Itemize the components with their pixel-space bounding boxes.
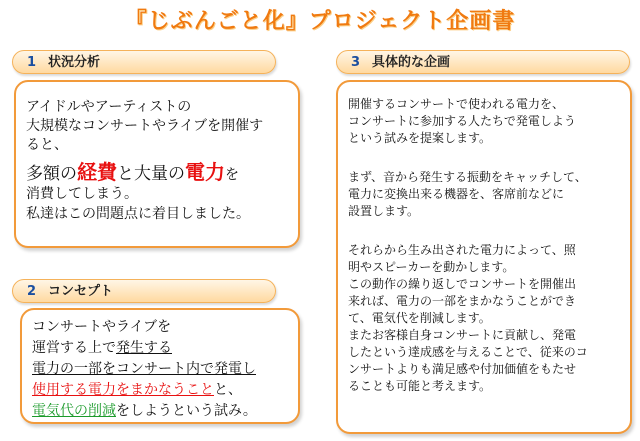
section-1-line-4 bbox=[26, 156, 239, 185]
section-2-line-4 bbox=[32, 379, 242, 399]
section-2-header bbox=[12, 279, 276, 303]
section-3-spacer bbox=[348, 220, 588, 242]
section-1-text: を bbox=[225, 167, 239, 183]
section-1-line-6: 私達はこの問題点に着目しました。 bbox=[26, 206, 250, 222]
section-3-label: 具体的な企画 bbox=[372, 55, 451, 70]
section-2-label: コンセプト bbox=[48, 284, 114, 299]
section-3-line: それらから生み出された電力によって、照 bbox=[348, 243, 576, 257]
section-3-number: 3 bbox=[351, 55, 361, 70]
section-3-line: 開催するコンサートで使われる電力を、 bbox=[348, 97, 565, 111]
section-3-line: この動作の繰り返しでコンサートを開催出 bbox=[348, 277, 577, 291]
section-3-line: ることも可能と考えます。 bbox=[348, 379, 492, 393]
section-3-line: まず、音から発生する振動をキャッチして、 bbox=[348, 170, 587, 184]
section-1-line-1: アイドルやアーティストの bbox=[26, 99, 192, 115]
section-1-text: 多額の bbox=[26, 164, 77, 184]
keyword-expense: 経費 bbox=[77, 160, 117, 184]
section-1-text: と大量の bbox=[117, 164, 185, 184]
section-2-line-1: コンサートやライブを bbox=[32, 319, 172, 335]
section-2-text: をしようという試み。 bbox=[116, 403, 257, 419]
section-1-label: 状況分析 bbox=[48, 55, 101, 70]
section-1-line-3: ると、 bbox=[26, 137, 68, 153]
section-1-line-2: 大規模なコンサートやライブを開催す bbox=[26, 118, 264, 134]
section-3-box bbox=[336, 80, 632, 434]
section-3-line: 電力に変換出来る機器を、客席前などに bbox=[348, 187, 565, 201]
section-2-line-3: 電力の一部をコンサート内で発電し bbox=[32, 361, 256, 377]
section-1-line-5: 消費してしまう。 bbox=[26, 186, 138, 202]
section-3-line: 明やスピーカーを動かします。 bbox=[348, 260, 515, 274]
section-3-line: 来れば、電力の一部をまかなうことができ bbox=[348, 294, 577, 308]
section-3-line: て、電気代を削減します。 bbox=[348, 311, 491, 325]
section-2-number: 2 bbox=[27, 284, 37, 299]
section-2-highlight-red: 使用する電力をまかなうこと bbox=[32, 382, 214, 398]
section-1-box bbox=[14, 80, 300, 248]
section-2-box bbox=[20, 308, 300, 424]
section-3-text-block bbox=[348, 96, 588, 395]
section-2-text: と、 bbox=[214, 382, 242, 398]
section-3-line: したという達成感を与えることで、従来のコ bbox=[348, 345, 588, 359]
section-2-line-5 bbox=[32, 400, 257, 420]
section-1-number: 1 bbox=[27, 55, 37, 70]
section-3-line: またお客様自身コンサートに貢献し、発電 bbox=[348, 328, 577, 342]
section-2-text: 運営する上で bbox=[32, 340, 116, 356]
section-2-line-2 bbox=[32, 337, 172, 357]
section-3-line: 設置します。 bbox=[348, 204, 420, 218]
section-3-line: という試みを提案します。 bbox=[348, 131, 492, 145]
section-3-line: ンサートよりも満足感や付加価値をもたせ bbox=[348, 362, 577, 376]
section-3-line: コンサートに参加する人たちで発電しよう bbox=[348, 114, 576, 128]
section-3-header bbox=[336, 50, 630, 74]
section-3-spacer bbox=[348, 147, 588, 169]
keyword-power: 電力 bbox=[185, 160, 225, 184]
document-title: 『じぶんごと化』プロジェクト企画書 bbox=[124, 9, 516, 34]
section-2-underlined-text: 発生する bbox=[116, 340, 172, 356]
section-2-highlight-green: 電気代の削減 bbox=[32, 403, 116, 419]
section-1-header bbox=[12, 50, 276, 74]
